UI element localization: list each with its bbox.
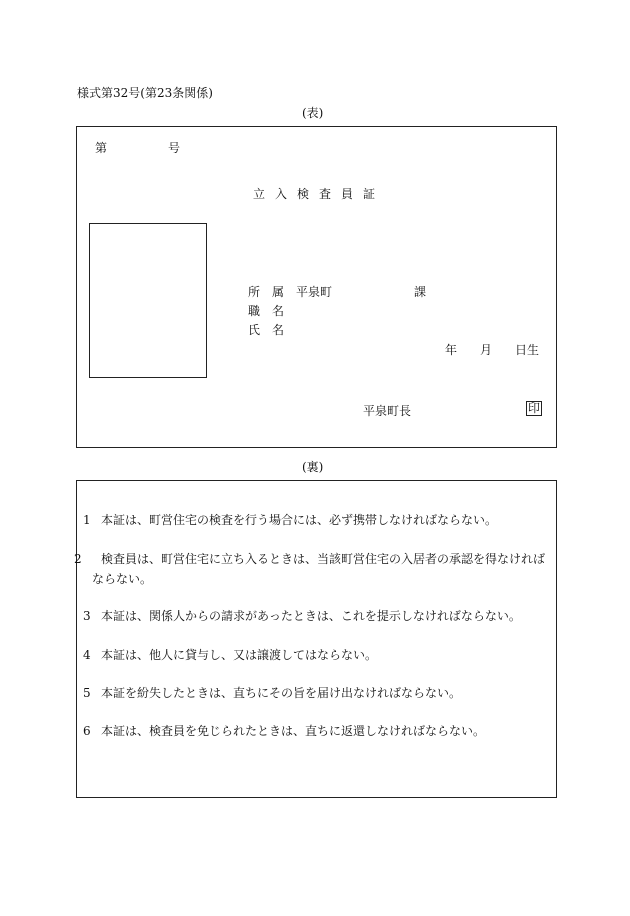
photo-area [89,223,207,378]
birth-day: 日生 [515,343,540,357]
issuer: 平泉町長 [363,404,412,418]
number-prefix: 第 [95,141,108,155]
back-heading: (裏) [302,460,324,474]
seal-mark [526,401,542,416]
position-label: 職 名 [248,304,285,318]
note-item: 5 本証を紛失したときは、直ちにその旨を届け出なければならない。 [83,686,462,700]
number-suffix: 号 [168,141,181,155]
birth-month: 月 [480,343,493,357]
front-heading: (表) [302,106,324,120]
note-item: 6 本証は、検査員を免じられたときは、直ちに返還しなければならない。 [83,724,486,738]
card-title: 立入検査員証 [253,187,386,201]
note-item: 1 本証は、町営住宅の検査を行う場合には、必ず携帯しなければならない。 [83,513,498,527]
front-card [76,126,557,448]
affiliation-section: 課 [414,285,427,299]
affiliation-town: 平泉町 [296,285,333,299]
note-item: 2 検査員は、町営住宅に立ち入るときは、当該町営住宅の入居者の承認を得なければならない。 [74,552,546,586]
birth-year: 年 [445,343,458,357]
form-number: 様式第32号(第23条関係) [77,86,213,100]
note-item: 4 本証は、他人に貸与し、又は譲渡してはならない。 [83,648,378,662]
name-label: 氏 名 [248,323,285,337]
note-item: 3 本証は、関係人からの請求があったときは、これを提示しなければならない。 [83,609,521,623]
seal-icon: 印 [528,401,541,415]
affiliation-label: 所 属 [248,285,285,299]
